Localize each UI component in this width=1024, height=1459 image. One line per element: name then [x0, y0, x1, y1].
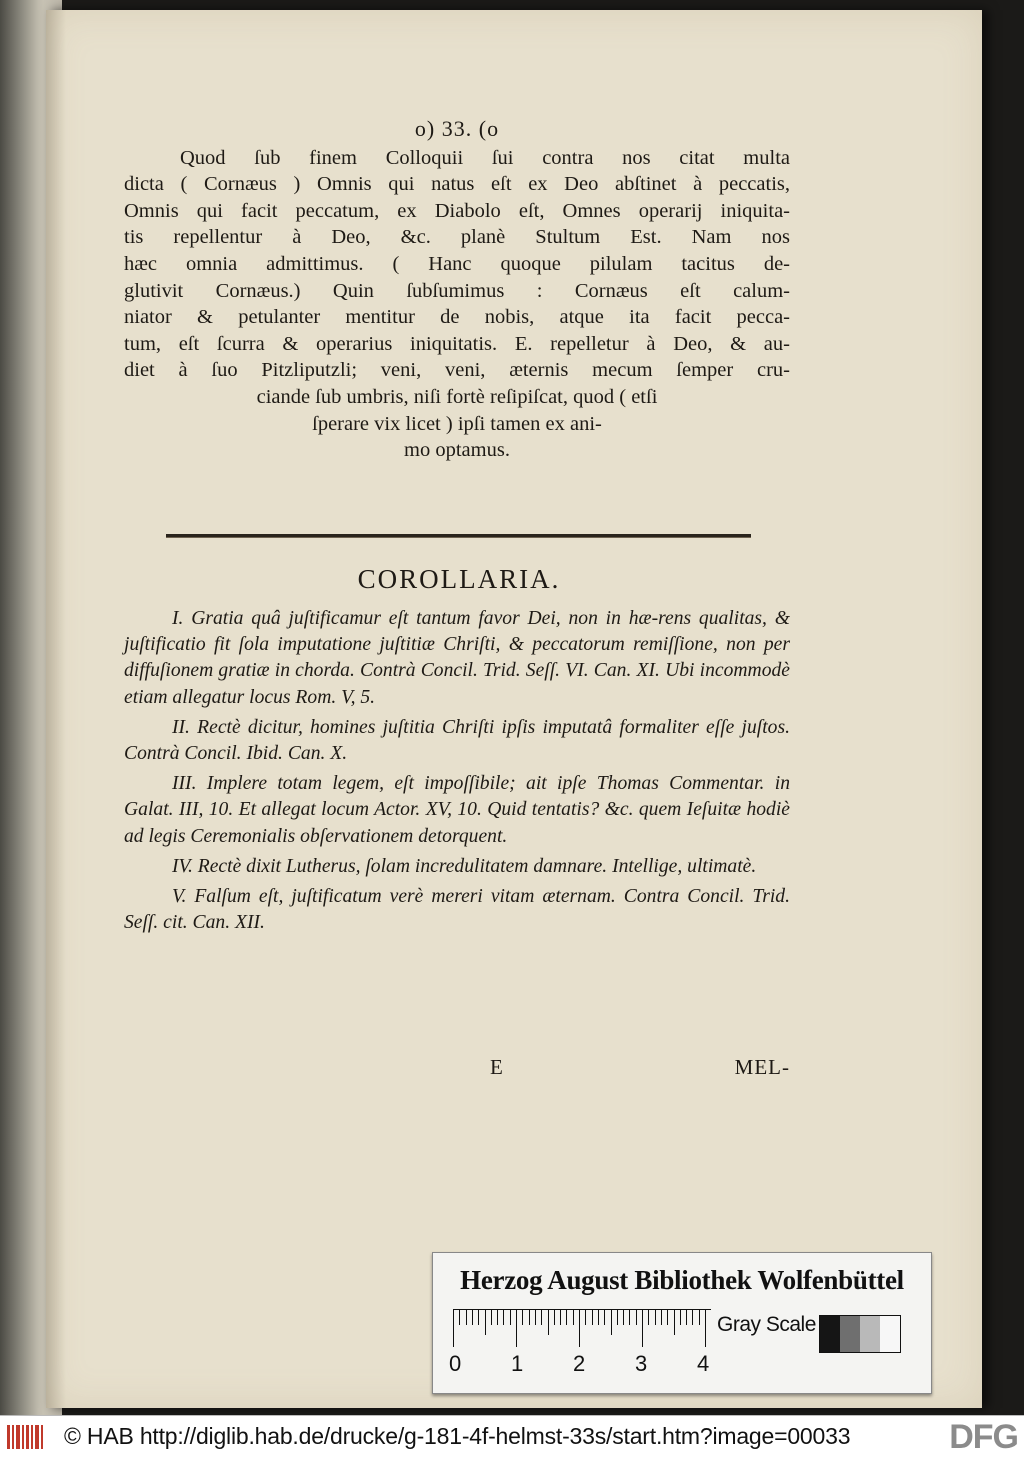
ruler-tick — [573, 1309, 574, 1325]
ruler-tick — [617, 1309, 618, 1325]
gray-swatch — [840, 1316, 860, 1352]
ruler-tick — [642, 1309, 643, 1347]
ruler-number: 2 — [573, 1351, 586, 1376]
signature-mark: E — [490, 1055, 503, 1079]
corollaria-list — [124, 606, 790, 940]
ruler-tick — [478, 1309, 479, 1325]
ruler-tick — [674, 1309, 675, 1335]
ruler-number: 4 — [697, 1351, 710, 1376]
ruler-tick — [522, 1309, 523, 1325]
ruler-tick — [459, 1309, 460, 1325]
ruler-tick — [535, 1309, 536, 1325]
ruler-tick — [541, 1309, 542, 1325]
ruler-tick — [680, 1309, 681, 1325]
measurement-ruler — [453, 1309, 723, 1349]
ruler-tick — [497, 1309, 498, 1325]
ruler-tick — [661, 1309, 662, 1325]
ruler-tick — [560, 1309, 561, 1325]
ruler-tick — [529, 1309, 530, 1325]
ruler-tick — [699, 1309, 700, 1325]
horizontal-rule — [166, 534, 751, 538]
paragraph-tail — [124, 384, 790, 464]
ruler-tick — [648, 1309, 649, 1325]
ruler-tick — [485, 1309, 486, 1335]
ruler-tick — [510, 1309, 511, 1325]
gray-swatch — [880, 1316, 900, 1352]
barcode-icon — [6, 1423, 46, 1451]
ruler-tick — [503, 1309, 504, 1325]
ruler-tick — [686, 1309, 687, 1325]
corollary-item: IV. Rectè dixit Lutherus, ſolam incredulitatem damnare. Intellige, ultimatè. — [172, 855, 757, 877]
gray-swatch — [820, 1316, 840, 1352]
footer-bar — [0, 1415, 1024, 1459]
corollary-item: I. Gratia quâ juſtificamur eſt tantum favor Dei, non in hæ-rens qualitas, & juſtificatio fit ſola imputatione juſtitiæ Chriſti, & peccatorum remiſſione, non per diffuſionem gratiæ in chorda. Contrà Concil. Trid. Seſſ. VI. Can. XI. Ubi incommodè etiam allegatur locus Rom. V, 5. — [124, 608, 790, 708]
ruler-number: 3 — [635, 1351, 648, 1376]
gray-scale-label: Gray Scale — [717, 1313, 816, 1336]
corollaria-heading: COROLLARIA. — [357, 564, 561, 594]
ruler-tick — [579, 1309, 580, 1347]
color-chart-card — [432, 1252, 932, 1394]
paragraph-line: Omnis qui facit peccatum, ex Diabolo eſt, Omnes operarij iniquita- — [124, 199, 790, 222]
ruler-tick — [472, 1309, 473, 1325]
ruler-tick — [604, 1309, 605, 1325]
paragraph-tail-line: ſperare vix licet ) ipſi tamen ex ani- — [312, 412, 602, 435]
gray-scale-swatches — [819, 1315, 901, 1353]
paragraph-line: diet à ſuo Pitzliputzli; veni, veni, æternis mecum ſemper cru- — [124, 359, 790, 382]
ruler-tick — [629, 1309, 630, 1325]
ruler-tick — [598, 1309, 599, 1325]
copyright-url[interactable]: © HAB http://diglib.hab.de/drucke/g-181-4f-helmst-33s/start.htm?image=00033 — [64, 1423, 851, 1449]
page-number: o) 33. (o — [414, 116, 500, 141]
ruler-number: 1 — [511, 1351, 524, 1376]
paragraph-line: niator & petulanter mentitur de nobis, atque ita facit pecca- — [124, 306, 790, 329]
ruler-tick — [611, 1309, 612, 1335]
paragraph-line: dicta ( Cornæus ) Omnis qui natus eſt ex Deo abſtinet à peccatis, — [124, 173, 790, 196]
ruler-tick — [554, 1309, 555, 1325]
ruler-tick — [667, 1309, 668, 1325]
corollary-item: II. Rectè dicitur, homines juſtitia Chriſti ipſis imputatâ formaliter eſſe juſtos. Contrà Concil. Ibid. Can. X. — [124, 716, 790, 765]
corollary-item: III. Implere totam legem, eſt impoſſibile; ait ipſe Thomas Commentar. in Galat. III, 10. Et allegat locum Actor. XV, 10. Quid tentatis? &c. quem Ieſuitæ hodiè ad legis Ceremonialis obſervationem detorquent. — [124, 773, 790, 847]
ruler-tick — [585, 1309, 586, 1325]
paragraph-line: hæc omnia admittimus. ( Hanc quoque pilulam tacitus de- — [124, 252, 790, 275]
paragraph — [124, 145, 790, 384]
ruler-tick — [516, 1309, 517, 1347]
paragraph-line: glutivit Cornæus.) Quin ſubſumimus : Cornæus eſt calum- — [124, 279, 790, 302]
corollary-item: V. Falſum eſt, juſtificatum verè mereri vitam æternam. Contra Concil. Trid. Seſſ. cit. Can. XII. — [124, 886, 790, 934]
ruler-tick — [466, 1309, 467, 1325]
ruler-tick — [692, 1309, 693, 1325]
paragraph-line: tis repellentur à Deo, &c. planè Stultum Est. Nam nos — [124, 226, 790, 249]
ruler-tick — [491, 1309, 492, 1325]
paragraph-line: Quod ſub finem Colloquii ſui contra nos citat multa — [180, 146, 790, 169]
ruler-tick — [453, 1309, 454, 1347]
paragraph-line: tum, eſt ſcurra & operarius iniquitatis. E. repelletur à Deo, & au- — [124, 332, 790, 355]
page-fold-shadow — [46, 10, 66, 1408]
main-paragraph-block — [124, 116, 790, 464]
ruler-tick — [566, 1309, 567, 1325]
gray-swatch — [860, 1316, 880, 1352]
ruler-tick — [623, 1309, 624, 1325]
ruler-tick — [655, 1309, 656, 1325]
paragraph-tail-line: mo optamus. — [404, 439, 510, 462]
ruler-tick — [592, 1309, 593, 1325]
ruler-tick — [636, 1309, 637, 1325]
ruler-tick — [548, 1309, 549, 1335]
library-name: Herzog August Bibliothek Wolfenbüttel — [460, 1265, 904, 1295]
dfg-logo: DFG — [949, 1418, 1018, 1456]
paragraph-tail-line: ciande ſub umbris, niſi fortè reſipiſcat, quod ( etſi — [256, 385, 658, 408]
ruler-number: 0 — [449, 1351, 462, 1376]
ruler-tick — [705, 1309, 706, 1347]
catchword: MEL- — [734, 1055, 790, 1079]
